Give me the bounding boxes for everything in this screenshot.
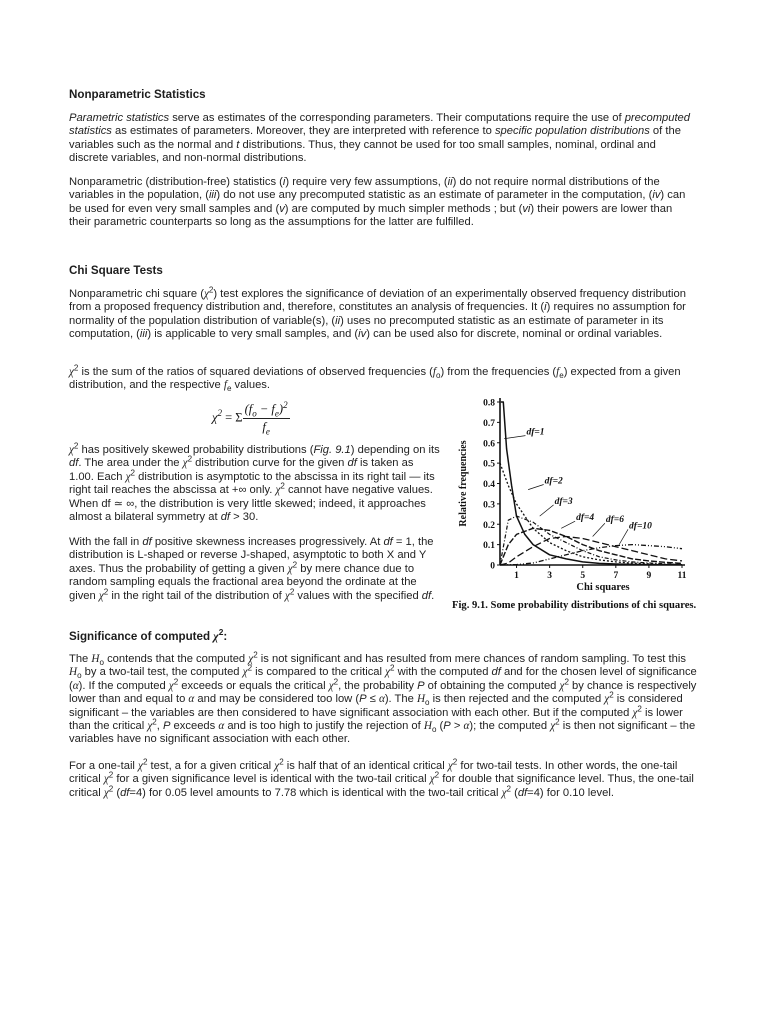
curve-label-leader (528, 485, 544, 490)
x-tick-label: 5 (580, 571, 586, 581)
chart-svg (450, 392, 700, 597)
x-tick-label: 7 (613, 571, 619, 581)
curve-label-leader (540, 505, 554, 516)
curve-df-3 (500, 516, 682, 565)
curve-df-4 (500, 528, 682, 565)
chi-square-formula: $\chi^2 = \Sigma$ $\frac{(f_o - f_e)^2}{f_e}$ (212, 399, 288, 437)
curve-label: df=10 (629, 521, 652, 532)
y-tick-label: 0.5 (483, 459, 495, 470)
curve-df-1 (501, 402, 682, 565)
section-heading-nonparametric: Nonparametric Statistics (69, 88, 206, 101)
paragraph-chi-square-distribution: $\chi^2$ has positively skewed probability distributions (Fig. 9.1) depending on its df. The area under the $\chi^2$ distribution curve for the given df is taken as 1.00. Each $\chi^2$ distribution is asymptotic to the abscissa in its right tail — its right tail reaches the abscissa at +∞ only. $\chi^2$ cannot have negative values. When df ≃ ∞, the distribution is very little skewed; indeed, it approaches almost a bilateral symmetry at df > 30. (69, 441, 440, 524)
x-tick-label: 11 (677, 571, 687, 581)
figure-caption: Fig. 9.1. Some probability distributions of chi squares. (452, 600, 697, 611)
curve-label: df=1 (526, 427, 545, 438)
curve-label: df=2 (544, 476, 563, 487)
curve-label-leader (619, 529, 628, 544)
x-tick-label: 3 (547, 571, 553, 581)
paragraph-significance: The $H_o$ contends that the computed $\chi^2$ is not significant and has resulted from mere chances of random sampling. To test this $H_o$ by a two-tail test, the computed $\chi^2$ is compared to the critical $\chi^2$ with the computed df and for the chosen level of significance (α). If the computed $\chi^2$ exceeds or equals the critical $\chi^2$, the probability P of obtaining the computed $\chi^2$ by chance is respectively lower than and equal to α and may be considered too low (P ≤ α). The $H_o$ is then rejected and the computed $\chi^2$ is considered significant – the variables are then considered to have significant association with each other. But if the computed $\chi^2$ is lower than the critical $\chi^2$, P exceeds α and is too high to justify the rejection of $H_o$ (P > α); the computed $\chi^2$ is then not significant – the variables have no significant association with each other. (69, 650, 697, 746)
y-axis-label: Relative frequencies (458, 440, 469, 527)
y-tick-label: 0.6 (483, 439, 495, 450)
paragraph-chi-square-definition: $\chi^2$ is the sum of the ratios of squared deviations of observed frequencies $(f_o)$ from the frequencies $(f_e)$ expected from a given distribution, and the respective $f_e$ values. (69, 363, 681, 394)
paragraph-nonparametric: Nonparametric (distribution-free) statistics (i) require very few assumptions, (ii) do not require normal distributions of the variables in the population, (iii) do not use any precomputed statistic as an estimate of parameter in the computation, (iv) can be used for even very small samples and (v) are computed by much simpler methods ; but (vi) their powers are lower than their parametric counterparts so long as the assumptions for the latter are fulfilled. (69, 176, 686, 229)
paragraph-one-tail: For a one-tail $\chi^2$ test, a for a given critical $\chi^2$ is half that of an identical critical $\chi^2$ for two-tail tests. In other words, the one-tail critical $\chi^2$ for a given significance level is identical with the two-tail critical $\chi^2$ for double that significance level. Thus, the one-tail critical $\chi^2$ (df=4) for 0.05 level amounts to 7.78 which is identical with the two-tail critical $\chi^2$ (df=4) for 0.10 level. (69, 757, 694, 799)
curve-label-leader (504, 436, 525, 439)
section-heading-significance: Significance of computed $\chi^2$: (69, 627, 228, 643)
x-tick-label: 1 (514, 571, 519, 581)
curve-label: df=4 (576, 513, 595, 524)
curve-label-leader (561, 521, 575, 528)
y-tick-label: 0.3 (483, 500, 495, 511)
curve-label-leader (593, 523, 605, 536)
y-tick-label: 0.2 (483, 520, 495, 531)
x-axis-label: Chi squares (576, 582, 630, 593)
curve-label: df=3 (554, 496, 573, 507)
y-tick-label: 0.7 (483, 418, 495, 429)
y-tick-label: 0.4 (483, 480, 495, 490)
paragraph-skewness: With the fall in df positive skewness increases progressively. At df = 1, the distribution is L-shaped or reverse J-shaped, asymptotic to both X and Y axes. Thus the probability of getting a given $\chi^2$ by mere chance due to random sampling equals the fractional area beyond the ordinate at the given $\chi^2$ in the right tail of the distribution of $\chi^2$ values with the specified df. (69, 536, 435, 602)
paragraph-chi-square-intro: Nonparametric chi square $(\chi^2)$ test explores the significance of deviation of an experimentally observed frequency distribution from a proposed frequency distribution and, therefore, constitutes an analysis of frequencies. It (i) requires no assumption for normality of the population distribution of variable(s), (ii) uses no precomputed statistic as an estimate of parameter in its computation, (iii) is applicable to very small samples, and (iv) can be used also for discrete, nominal or ordinal variables. (69, 285, 686, 341)
section-heading-chi-square: Chi Square Tests (69, 264, 163, 277)
y-tick-label: 0 (490, 561, 495, 572)
y-tick-label: 0.8 (483, 398, 495, 409)
figure-chi-square-distributions (450, 392, 700, 622)
y-tick-label: 0.1 (483, 541, 495, 552)
paragraph-parametric: Parametric statistics serve as estimates of the corresponding parameters. Their computations require the use of precomputed statistics as estimates of parameters. Moreover, they are interpreted with reference to specific population distributions of the variables such as the normal and t distributions. Thus, they cannot be used for too small samples, nominal, ordinal and discrete variables, and non-normal distributions. (69, 112, 691, 165)
curve-label: df=6 (605, 515, 624, 526)
x-tick-label: 9 (646, 571, 652, 581)
